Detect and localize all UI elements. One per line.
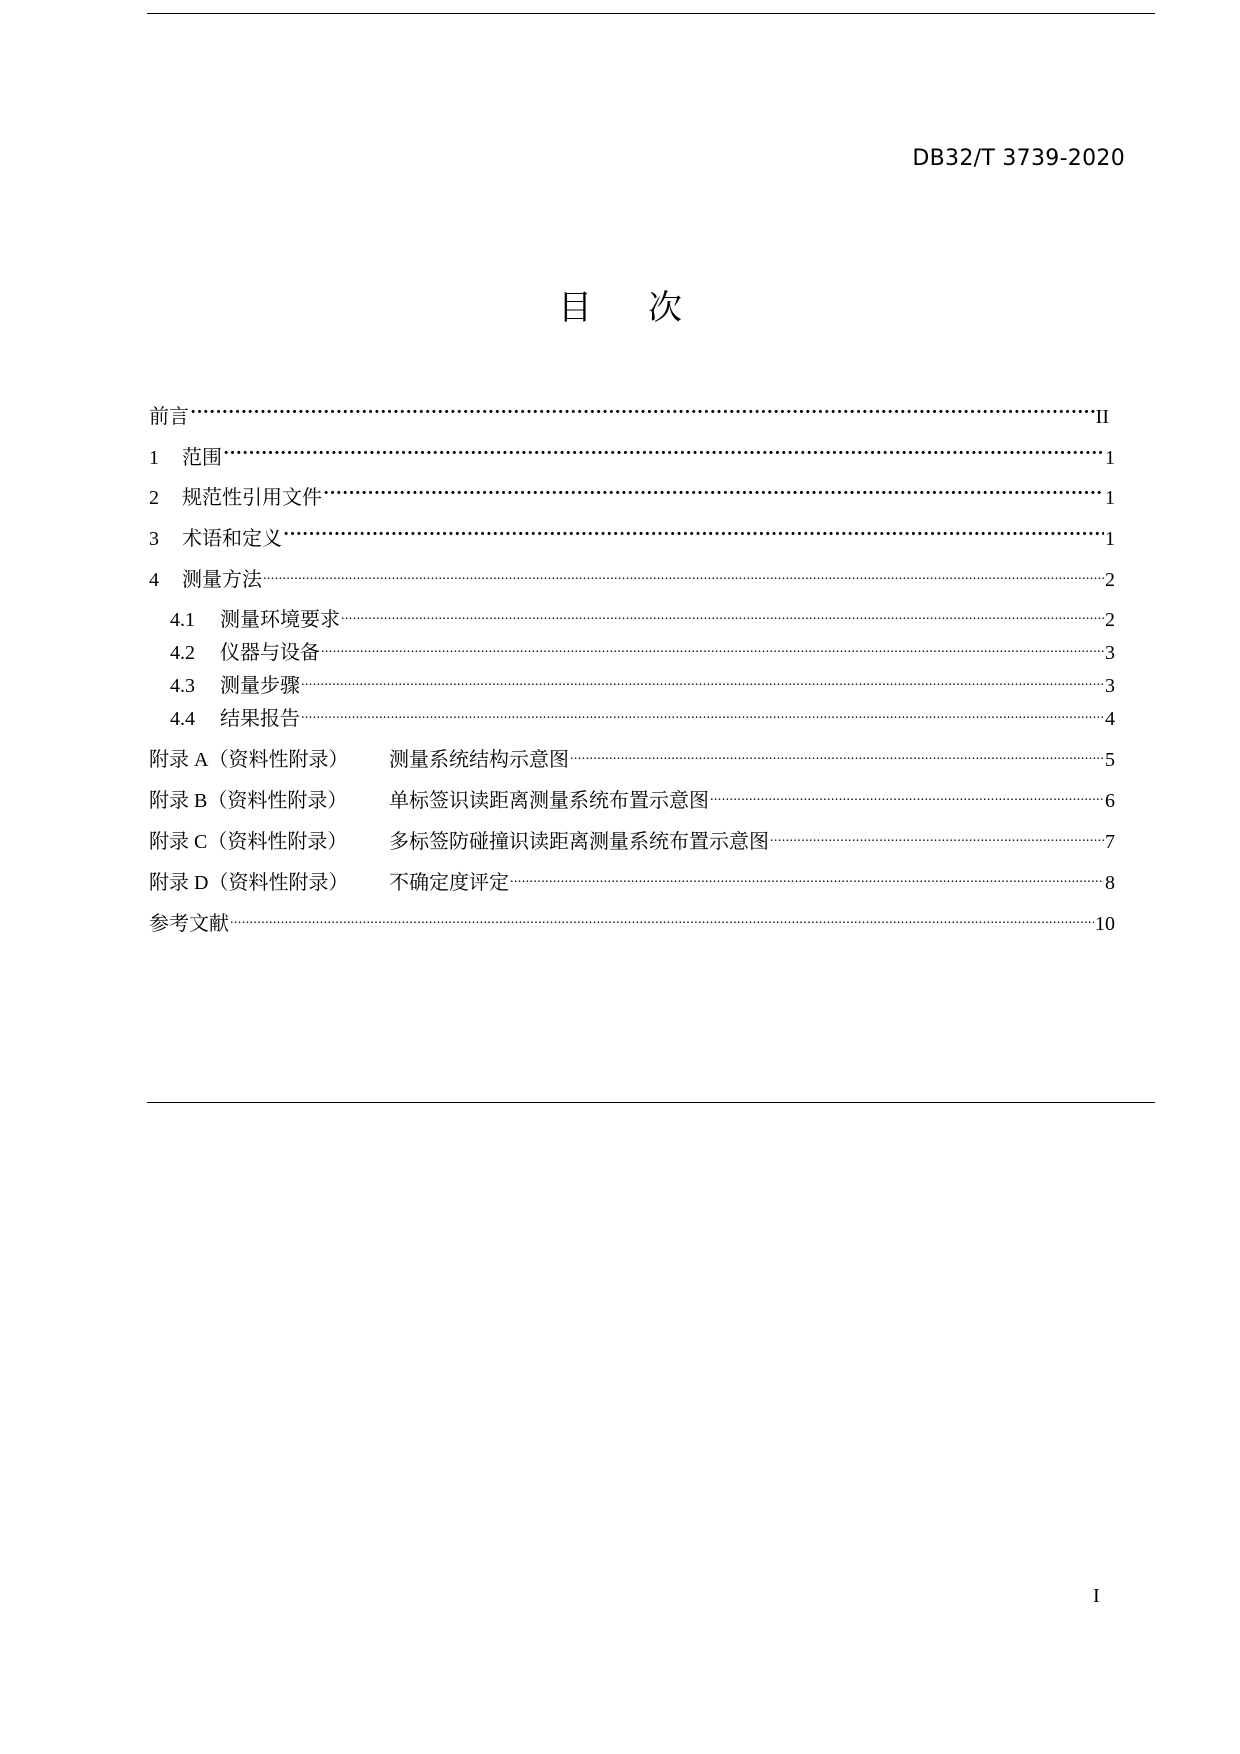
leader-dots [223, 438, 1104, 464]
toc-entry-number: 3 [149, 528, 159, 550]
toc-entry-label: 不确定度评定 [389, 872, 509, 894]
toc-title-char-2: 次 [648, 288, 682, 328]
toc-entry-annex-c[interactable] [149, 822, 1115, 855]
toc-annex-prefix: 附录 C（资料性附录） [149, 831, 348, 853]
toc-entry-number: 4.1 [170, 609, 195, 631]
leader-dots [190, 397, 1095, 423]
toc-entry-number: 4.4 [170, 708, 195, 730]
toc-entry-number: 4 [149, 569, 159, 591]
toc-entry-label: 测量环境要求 [220, 609, 340, 631]
toc-entry-label: 规范性引用文件 [182, 487, 322, 509]
toc-entry-annex-b[interactable] [149, 781, 1115, 814]
leader-dots [263, 560, 1104, 586]
toc-entry-label: 结果报告 [220, 708, 300, 730]
leader-dots [770, 822, 1104, 848]
toc-annex-prefix: 附录 B（资料性附录） [149, 790, 348, 812]
toc-entry-page: 7 [1105, 831, 1115, 853]
toc-annex-prefix: 附录 A（资料性附录） [149, 749, 349, 771]
toc-entry-label: 范围 [182, 447, 222, 469]
toc-entry-page: 4 [1105, 708, 1115, 730]
toc-entry-references[interactable] [149, 904, 1115, 937]
toc-entry-label: 单标签识读距离测量系统布置示意图 [389, 790, 709, 812]
toc-entry-number: 2 [149, 487, 159, 509]
toc-entry-page: 10 [1095, 913, 1115, 935]
toc-entry-page: 2 [1105, 569, 1115, 591]
toc-entry-page: 1 [1105, 487, 1115, 509]
toc-entry-page: 8 [1105, 872, 1115, 894]
toc-entry-page: 3 [1105, 675, 1115, 697]
toc-entry-page: 5 [1105, 749, 1115, 771]
toc-entry-page: 2 [1105, 609, 1115, 631]
leader-dots [710, 781, 1104, 807]
toc-entry-foreword[interactable] [149, 397, 1109, 430]
leader-dots [510, 863, 1104, 889]
toc-entry-4-4[interactable] [170, 699, 1115, 732]
toc-title-char-1: 目 [558, 288, 592, 328]
toc-entry-page: 1 [1105, 528, 1115, 550]
toc-entry-label: 前言 [149, 406, 189, 428]
toc-entry-2[interactable] [149, 478, 1115, 511]
toc-entry-page: II [1095, 406, 1109, 428]
bottom-rule [147, 1102, 1155, 1103]
leader-dots [301, 666, 1104, 692]
toc-entry-number: 4.2 [170, 642, 195, 664]
toc-entry-label: 参考文献 [149, 913, 229, 935]
toc-entry-4-2[interactable] [170, 633, 1115, 666]
leader-dots [301, 699, 1104, 725]
leader-dots [321, 633, 1104, 659]
leader-dots [230, 904, 1094, 930]
toc-entry-label: 多标签防碰撞识读距离测量系统布置示意图 [389, 831, 769, 853]
leader-dots [283, 519, 1104, 545]
toc-entry-label: 仪器与设备 [220, 642, 320, 664]
toc-entry-4-3[interactable] [170, 666, 1115, 699]
toc-entry-3[interactable] [149, 519, 1115, 552]
toc-entry-page: 6 [1105, 790, 1115, 812]
toc-entry-page: 1 [1105, 447, 1115, 469]
toc-entry-label: 测量步骤 [220, 675, 300, 697]
toc-title [0, 282, 1240, 334]
leader-dots [341, 600, 1104, 626]
toc-entry-page: 3 [1105, 642, 1115, 664]
leader-dots [570, 740, 1104, 766]
toc-entry-4-1[interactable] [170, 600, 1115, 633]
leader-dots [323, 478, 1104, 504]
standard-code: DB32/T 3739-2020 [912, 146, 1125, 171]
toc-entry-label: 测量方法 [182, 569, 262, 591]
toc-entry-4[interactable] [149, 560, 1115, 593]
toc-entry-number: 4.3 [170, 675, 195, 697]
toc-entry-label: 测量系统结构示意图 [389, 749, 569, 771]
top-rule [147, 13, 1155, 14]
toc-entry-annex-d[interactable] [149, 863, 1115, 896]
toc-annex-prefix: 附录 D（资料性附录） [149, 872, 349, 894]
toc-entry-annex-a[interactable] [149, 740, 1115, 773]
toc-entry-label: 术语和定义 [182, 528, 282, 550]
toc-entry-number: 1 [149, 447, 159, 469]
page-number: I [1093, 1585, 1100, 1607]
toc-entry-1[interactable] [149, 438, 1115, 471]
